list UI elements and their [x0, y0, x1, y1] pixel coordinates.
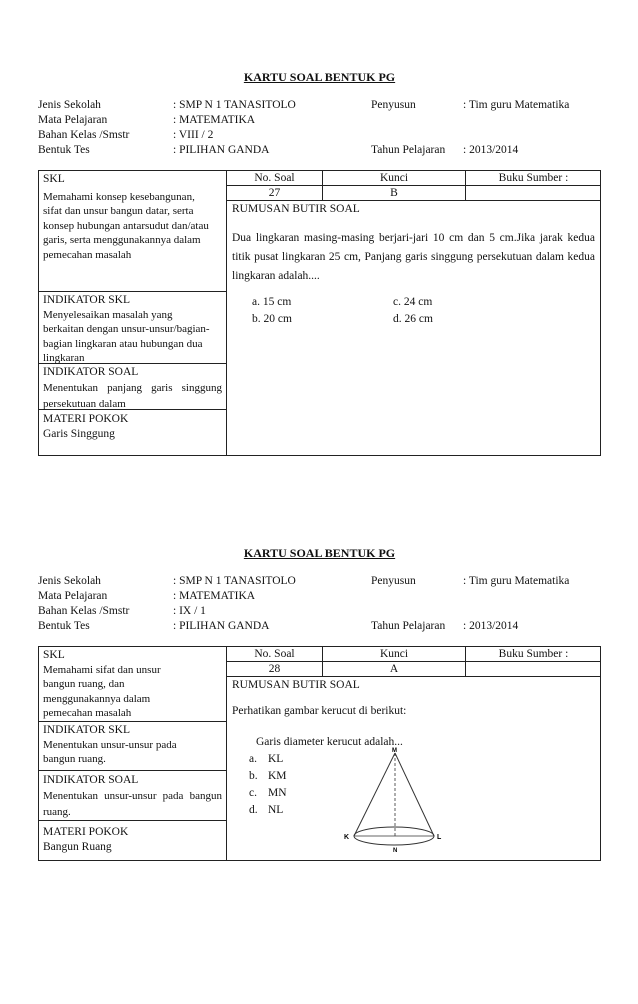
penyusun-value: : Tim guru Matematika: [463, 99, 570, 111]
skl-label: SKL: [43, 649, 65, 661]
tahun-pelajaran-label: Tahun Pelajaran: [371, 144, 446, 156]
mata-pelajaran-label: Mata Pelajaran: [38, 114, 108, 126]
card-meta: [38, 97, 601, 169]
card-title: KARTU SOAL BENTUK PG: [243, 70, 396, 84]
penyusun-label: Penyusun: [371, 99, 416, 111]
left-column: [39, 171, 227, 455]
soal-table: [38, 170, 601, 456]
indikator-skl-label: INDIKATOR SKL: [43, 724, 130, 736]
indikator-skl-cell: [39, 292, 226, 364]
skl-text: Memahami konsep kesebangunan, sifat dan unsur bangun datar, serta konsep hubungan antarsudut dan/atau garis, serta menggunakannya dalam pemecahan masalah: [43, 190, 209, 261]
materi-pokok-cell: [39, 410, 226, 455]
jenis-sekolah-label: Jenis Sekolah: [38, 99, 101, 111]
question-card-1: [38, 70, 601, 440]
materi-pokok-text: Bangun Ruang: [43, 840, 112, 853]
buku-sumber-header: Buku Sumber :: [498, 172, 569, 184]
indikator-soal-label: INDIKATOR SOAL: [43, 366, 139, 378]
rumusan-label: RUMUSAN BUTIR SOAL: [232, 679, 360, 691]
kunci-value: A: [323, 662, 466, 676]
option-b[interactable]: KM: [268, 770, 287, 782]
kunci-header: Kunci: [323, 647, 466, 661]
no-soal-header: No. Soal: [227, 171, 323, 185]
indikator-soal-label: INDIKATOR SOAL: [43, 774, 139, 786]
cone-label-m: M: [392, 748, 397, 754]
indikator-skl-label: INDIKATOR SKL: [43, 294, 130, 306]
materi-pokok-label: MATERI POKOK: [43, 413, 129, 425]
tahun-pelajaran-label: Tahun Pelajaran: [371, 620, 446, 632]
indikator-soal-cell: [39, 364, 226, 410]
tahun-pelajaran-value: : 2013/2014: [463, 620, 519, 632]
option-c[interactable]: c. 24 cm: [393, 296, 433, 308]
jenis-sekolah-value: : SMP N 1 TANASITOLO: [173, 99, 296, 111]
skl-cell: [39, 171, 226, 292]
buku-sumber-value: [466, 186, 601, 200]
soal-table: [38, 646, 601, 861]
right-column: [227, 647, 600, 860]
kunci-header: Kunci: [323, 171, 466, 185]
bahan-kelas-value: : IX / 1: [173, 605, 206, 617]
value-row: [227, 186, 600, 201]
buku-sumber-header: Buku Sumber :: [498, 648, 569, 660]
answer-options: [247, 296, 587, 336]
tahun-pelajaran-value: : 2013/2014: [463, 144, 519, 156]
cone-label-k: K: [344, 834, 350, 841]
bentuk-tes-value: : PILIHAN GANDA: [173, 620, 270, 632]
materi-pokok-text: Garis Singgung: [43, 427, 115, 440]
bentuk-tes-value: : PILIHAN GANDA: [173, 144, 270, 156]
rumusan-label: RUMUSAN BUTIR SOAL: [232, 203, 360, 215]
left-column: [39, 647, 227, 860]
mata-pelajaran-value: : MATEMATIKA: [173, 114, 256, 126]
mata-pelajaran-label: Mata Pelajaran: [38, 590, 108, 602]
right-column: [227, 171, 600, 455]
no-soal-value: 28: [227, 662, 323, 676]
rumusan-cell: [227, 202, 600, 286]
header-row: [227, 647, 600, 662]
card-title: KARTU SOAL BENTUK PG: [243, 546, 396, 560]
indikator-skl-text: Menyelesaikan masalah yang berkaitan dengan unsur-unsur/bagian-bagian lingkaran atau hubungan dua lingkaran: [43, 308, 210, 364]
cone-left-edge: [354, 753, 395, 836]
cone-right-edge: [395, 753, 434, 836]
no-soal-value: 27: [227, 186, 323, 200]
jenis-sekolah-label: Jenis Sekolah: [38, 575, 101, 587]
skl-text: Memahami sifat dan unsur bangun ruang, dan menggunakannya dalam pemecahan masalah: [43, 663, 161, 719]
cone-label-l: L: [437, 834, 442, 841]
card-meta: [38, 573, 601, 645]
bahan-kelas-value: : VIII / 2: [173, 129, 214, 141]
value-row: [227, 662, 600, 677]
option-d-letter: d.: [249, 804, 258, 816]
bentuk-tes-label: Bentuk Tes: [38, 620, 90, 632]
header-row: [227, 171, 600, 186]
cone-figure: [343, 747, 443, 859]
skl-cell: [39, 647, 226, 722]
indikator-skl-cell: [39, 722, 226, 771]
bahan-kelas-label: Bahan Kelas /Smstr: [38, 129, 130, 141]
option-b[interactable]: b. 20 cm: [252, 313, 292, 325]
bentuk-tes-label: Bentuk Tes: [38, 144, 90, 156]
penyusun-value: : Tim guru Matematika: [463, 575, 570, 587]
no-soal-header: No. Soal: [227, 647, 323, 661]
penyusun-label: Penyusun: [371, 575, 416, 587]
skl-label: SKL: [43, 173, 65, 185]
materi-pokok-cell: [39, 821, 226, 860]
answer-options: [249, 753, 329, 825]
option-b-letter: b.: [249, 770, 258, 782]
option-c-letter: c.: [249, 787, 257, 799]
kunci-value: B: [323, 186, 466, 200]
indikator-soal-text: Menentukan panjang garis singgung persekutuan dalam: [43, 381, 222, 410]
option-c[interactable]: MN: [268, 787, 287, 799]
option-a-letter: a.: [249, 753, 257, 765]
indikator-soal-cell: [39, 771, 226, 821]
cone-label-n: N: [393, 848, 398, 854]
jenis-sekolah-value: : SMP N 1 TANASITOLO: [173, 575, 296, 587]
rumusan-cell: [227, 678, 600, 719]
indikator-skl-text: Menentukan unsur-unsur pada bangun ruang.: [43, 738, 177, 765]
bahan-kelas-label: Bahan Kelas /Smstr: [38, 605, 130, 617]
sub-question-text: Garis diameter kerucut adalah...: [256, 736, 403, 748]
option-d[interactable]: d. 26 cm: [393, 313, 433, 325]
option-a[interactable]: KL: [268, 753, 284, 765]
buku-sumber-value: [466, 662, 601, 676]
materi-pokok-label: MATERI POKOK: [43, 826, 129, 838]
question-text: Dua lingkaran masing-masing berjari-jari 10 cm dan 5 cm.Jika jarak kedua titik pusat lingkaran 25 cm, Panjang garis singgung persekutuan dalam kedua lingkaran adalah....: [232, 232, 595, 282]
indikator-soal-text: Menentukan unsur-unsur pada bangun ruang.: [43, 789, 222, 818]
question-card-2: [38, 546, 601, 854]
mata-pelajaran-value: : MATEMATIKA: [173, 590, 256, 602]
question-text: Perhatikan gambar kerucut di berikut:: [232, 705, 407, 717]
option-a[interactable]: a. 15 cm: [252, 296, 292, 308]
option-d[interactable]: NL: [268, 804, 284, 816]
